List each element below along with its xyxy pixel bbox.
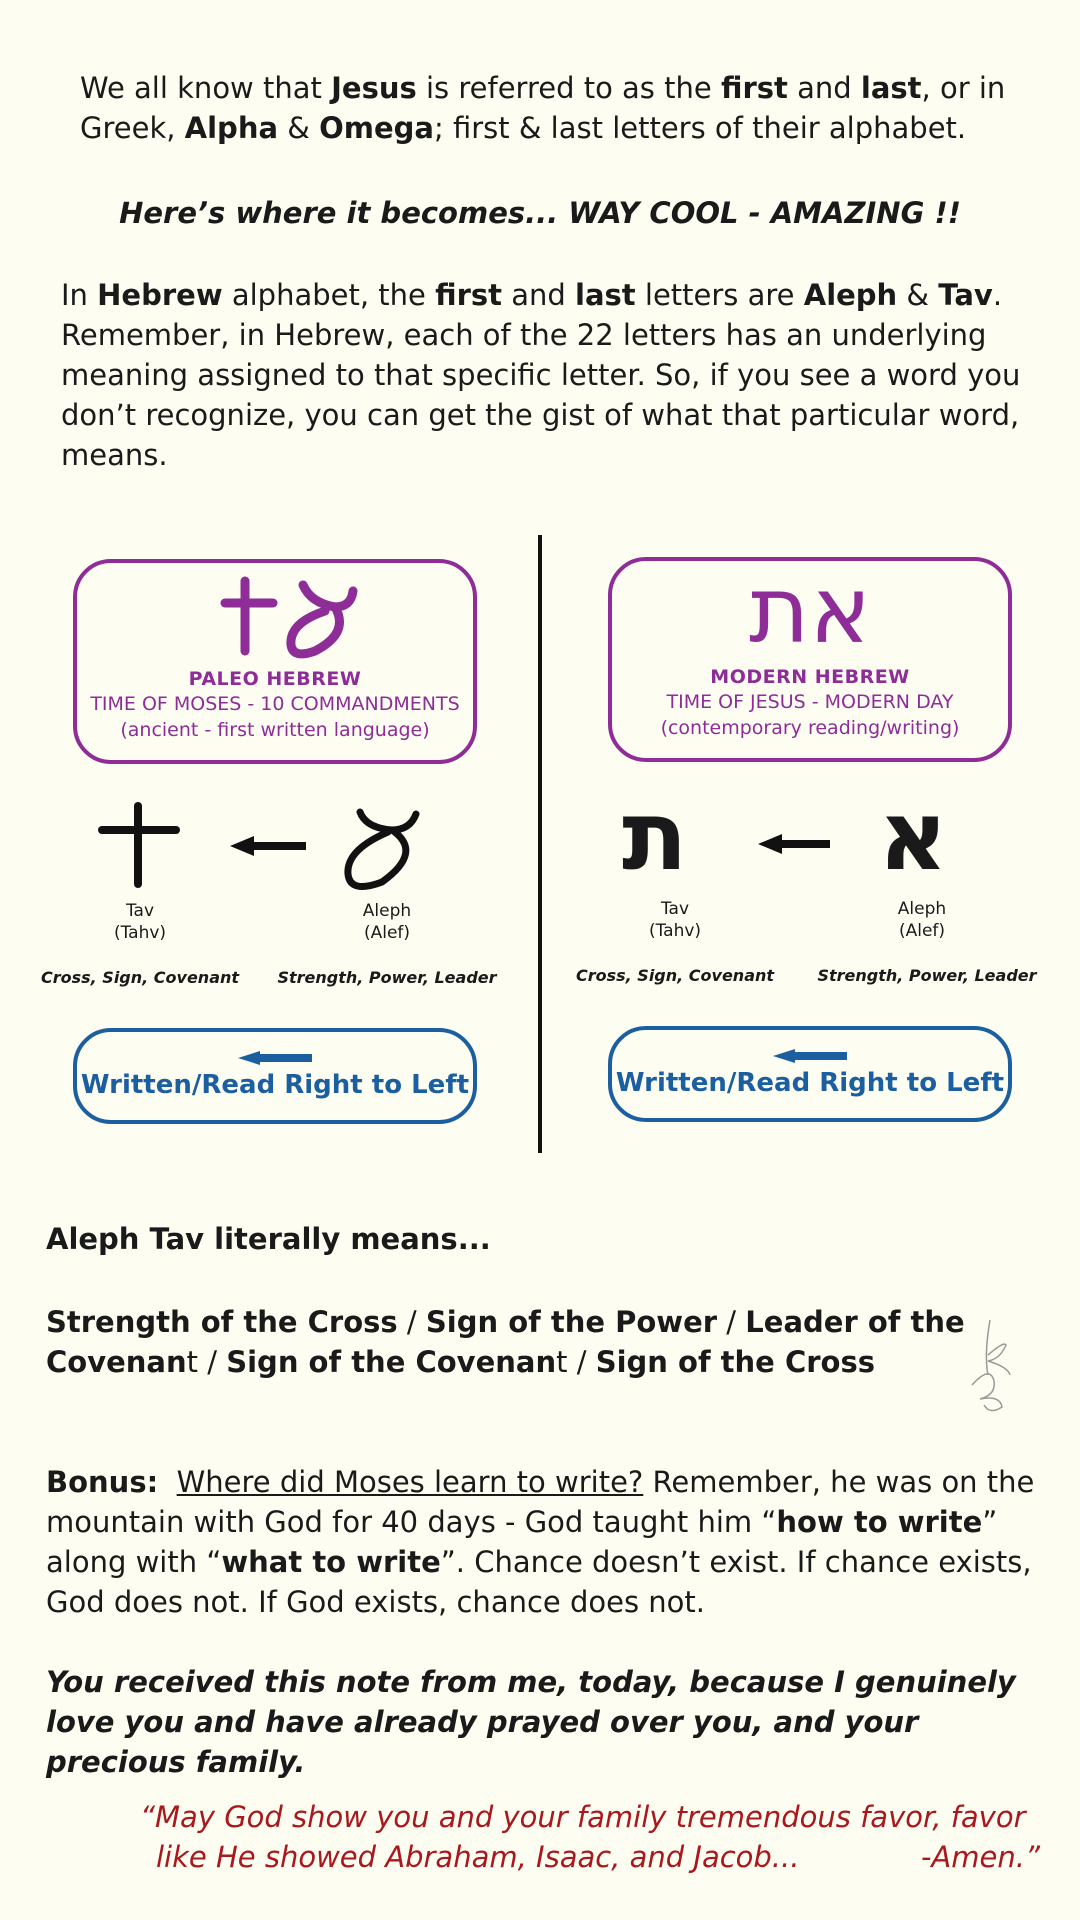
modern-title: MODERN HEBREW — [710, 666, 910, 688]
alpha-word: Alpha — [184, 111, 279, 145]
first-word: first — [720, 71, 788, 105]
para-text: and — [502, 278, 576, 312]
paleo-aleph-glyph — [340, 802, 430, 896]
intro-text: , or in Greek, — [80, 71, 1006, 145]
tav-pronunciation: (Tahv) — [648, 921, 702, 941]
tav-pronunciation: (Tahv) — [113, 923, 167, 943]
modern-aleph-tav-glyph: את — [749, 557, 871, 664]
first-word: first — [435, 278, 503, 312]
bonus-text: ” along with “ — [46, 1505, 998, 1579]
intro-text: ; first & last letters of their alphabet. — [433, 111, 967, 145]
modern-aleph-meaning: Strength, Power, Leader — [817, 966, 1037, 985]
paleo-tav-label — [60, 900, 220, 944]
love-note: You received this note from me, today, because I genuinely love you and have already prayed over you, and your precious family. — [46, 1665, 1016, 1779]
separator: / — [567, 1345, 596, 1379]
aleph-name: Aleph — [897, 899, 947, 919]
omega-word: Omega — [319, 111, 434, 145]
modern-tav-meaning: Cross, Sign, Covenant — [575, 966, 775, 985]
meaning-item: Sign of the Power — [425, 1305, 718, 1339]
bonus-text: ”. Chance doesn’t exist. If chance exists, God does not. If God exists, chance does not. — [46, 1545, 1032, 1619]
meaning-item: Leader of the Covenan — [46, 1305, 965, 1379]
bonus-question: Where did Moses learn to write? — [176, 1465, 644, 1499]
paleo-arrow-left-icon — [230, 836, 306, 860]
what-to-write: what to write — [221, 1545, 441, 1579]
tav-name: Tav — [125, 901, 155, 921]
meaning-item: Sign of the Covenan — [226, 1345, 557, 1379]
separator: / — [717, 1305, 746, 1339]
modern-arrow-left-icon — [758, 834, 830, 858]
para-text: In — [61, 278, 98, 312]
para-text: . Remember, in Hebrew, each of the 22 letters has an underlying meaning assigned to that specific letter. So, if you see a word you don’t recognize, you can get the gist of what that particular word, means. — [61, 278, 1021, 472]
direction-text: Written/Read Right to Left — [615, 1068, 1005, 1098]
paleo-aleph-label — [307, 900, 467, 944]
paleo-era: TIME OF MOSES - 10 COMMANDMENTS — [90, 693, 460, 715]
bonus-text: Remember, he was on the mountain with God for 40 days - God taught him “ — [46, 1465, 1035, 1539]
modern-hebrew-box — [608, 557, 1012, 762]
last-word: last — [860, 71, 922, 105]
meaning-item-end: t — [186, 1345, 199, 1379]
aleph-word: Aleph — [803, 278, 898, 312]
blessing-line-2: like He showed Abraham, Isaac, and Jacob... — [156, 1840, 800, 1874]
separator: / — [397, 1305, 426, 1339]
paleo-title: PALEO HEBREW — [188, 668, 362, 690]
tav-word: Tav — [938, 278, 993, 312]
meaning-item: Strength of the Cross — [46, 1305, 398, 1339]
hebrew-paragraph — [61, 275, 1051, 475]
blessing — [140, 1797, 1040, 1877]
paleo-aleph-meaning: Strength, Power, Leader — [277, 968, 497, 987]
paleo-hebrew-box — [73, 559, 477, 764]
modern-tav-glyph: ת — [622, 780, 688, 892]
signature-mark — [960, 1315, 1030, 1419]
jesus-word: Jesus — [331, 71, 417, 105]
para-text: letters are — [635, 278, 804, 312]
last-word: last — [575, 278, 636, 312]
separator: / — [198, 1345, 227, 1379]
wow-heading: Here’s where it becomes... WAY COOL - AMAZING !! — [119, 196, 961, 230]
tav-name: Tav — [660, 899, 690, 919]
aleph-pronunciation: (Alef) — [898, 921, 946, 941]
blessing-line-1: “May God show you and your family tremendous favor, favor — [140, 1800, 1026, 1834]
paleo-direction-box — [73, 1028, 477, 1124]
modern-aleph-glyph: א — [878, 780, 948, 892]
meaning-item-end: t — [556, 1345, 568, 1379]
para-text: & — [897, 278, 939, 312]
modern-tav-label — [595, 898, 755, 942]
center-divider — [538, 535, 542, 1153]
modern-note: (contemporary reading/writing) — [660, 717, 960, 739]
paleo-tav-glyph — [98, 800, 180, 894]
modern-era: TIME OF JESUS - MODERN DAY — [666, 691, 954, 713]
modern-aleph-label — [842, 898, 1002, 942]
modern-direction-box — [608, 1026, 1012, 1122]
means-list — [46, 1302, 976, 1382]
paleo-aleph-tav-glyph — [77, 563, 473, 663]
blue-arrow-left-icon — [77, 1050, 473, 1064]
blue-arrow-left-icon — [612, 1048, 1008, 1062]
aleph-name: Aleph — [362, 901, 412, 921]
hebrew-word: Hebrew — [97, 278, 223, 312]
para-text: alphabet, the — [222, 278, 436, 312]
paleo-tav-meaning: Cross, Sign, Covenant — [40, 968, 240, 987]
intro-text: is referred to as the — [416, 71, 721, 105]
intro-text: & — [278, 111, 320, 145]
aleph-pronunciation: (Alef) — [363, 923, 411, 943]
means-heading: Aleph Tav literally means... — [46, 1222, 491, 1256]
intro-text: We all know that — [80, 71, 332, 105]
how-to-write: how to write — [776, 1505, 983, 1539]
bonus-label: Bonus: — [46, 1465, 159, 1499]
paleo-note: (ancient - first written language) — [120, 719, 430, 741]
intro-text: and — [787, 71, 861, 105]
intro-paragraph — [80, 68, 1040, 148]
blessing-amen: -Amen.” — [920, 1840, 1040, 1874]
direction-text: Written/Read Right to Left — [80, 1070, 470, 1100]
bonus-paragraph — [46, 1462, 1046, 1622]
meaning-item: Sign of the Cross — [595, 1345, 875, 1379]
